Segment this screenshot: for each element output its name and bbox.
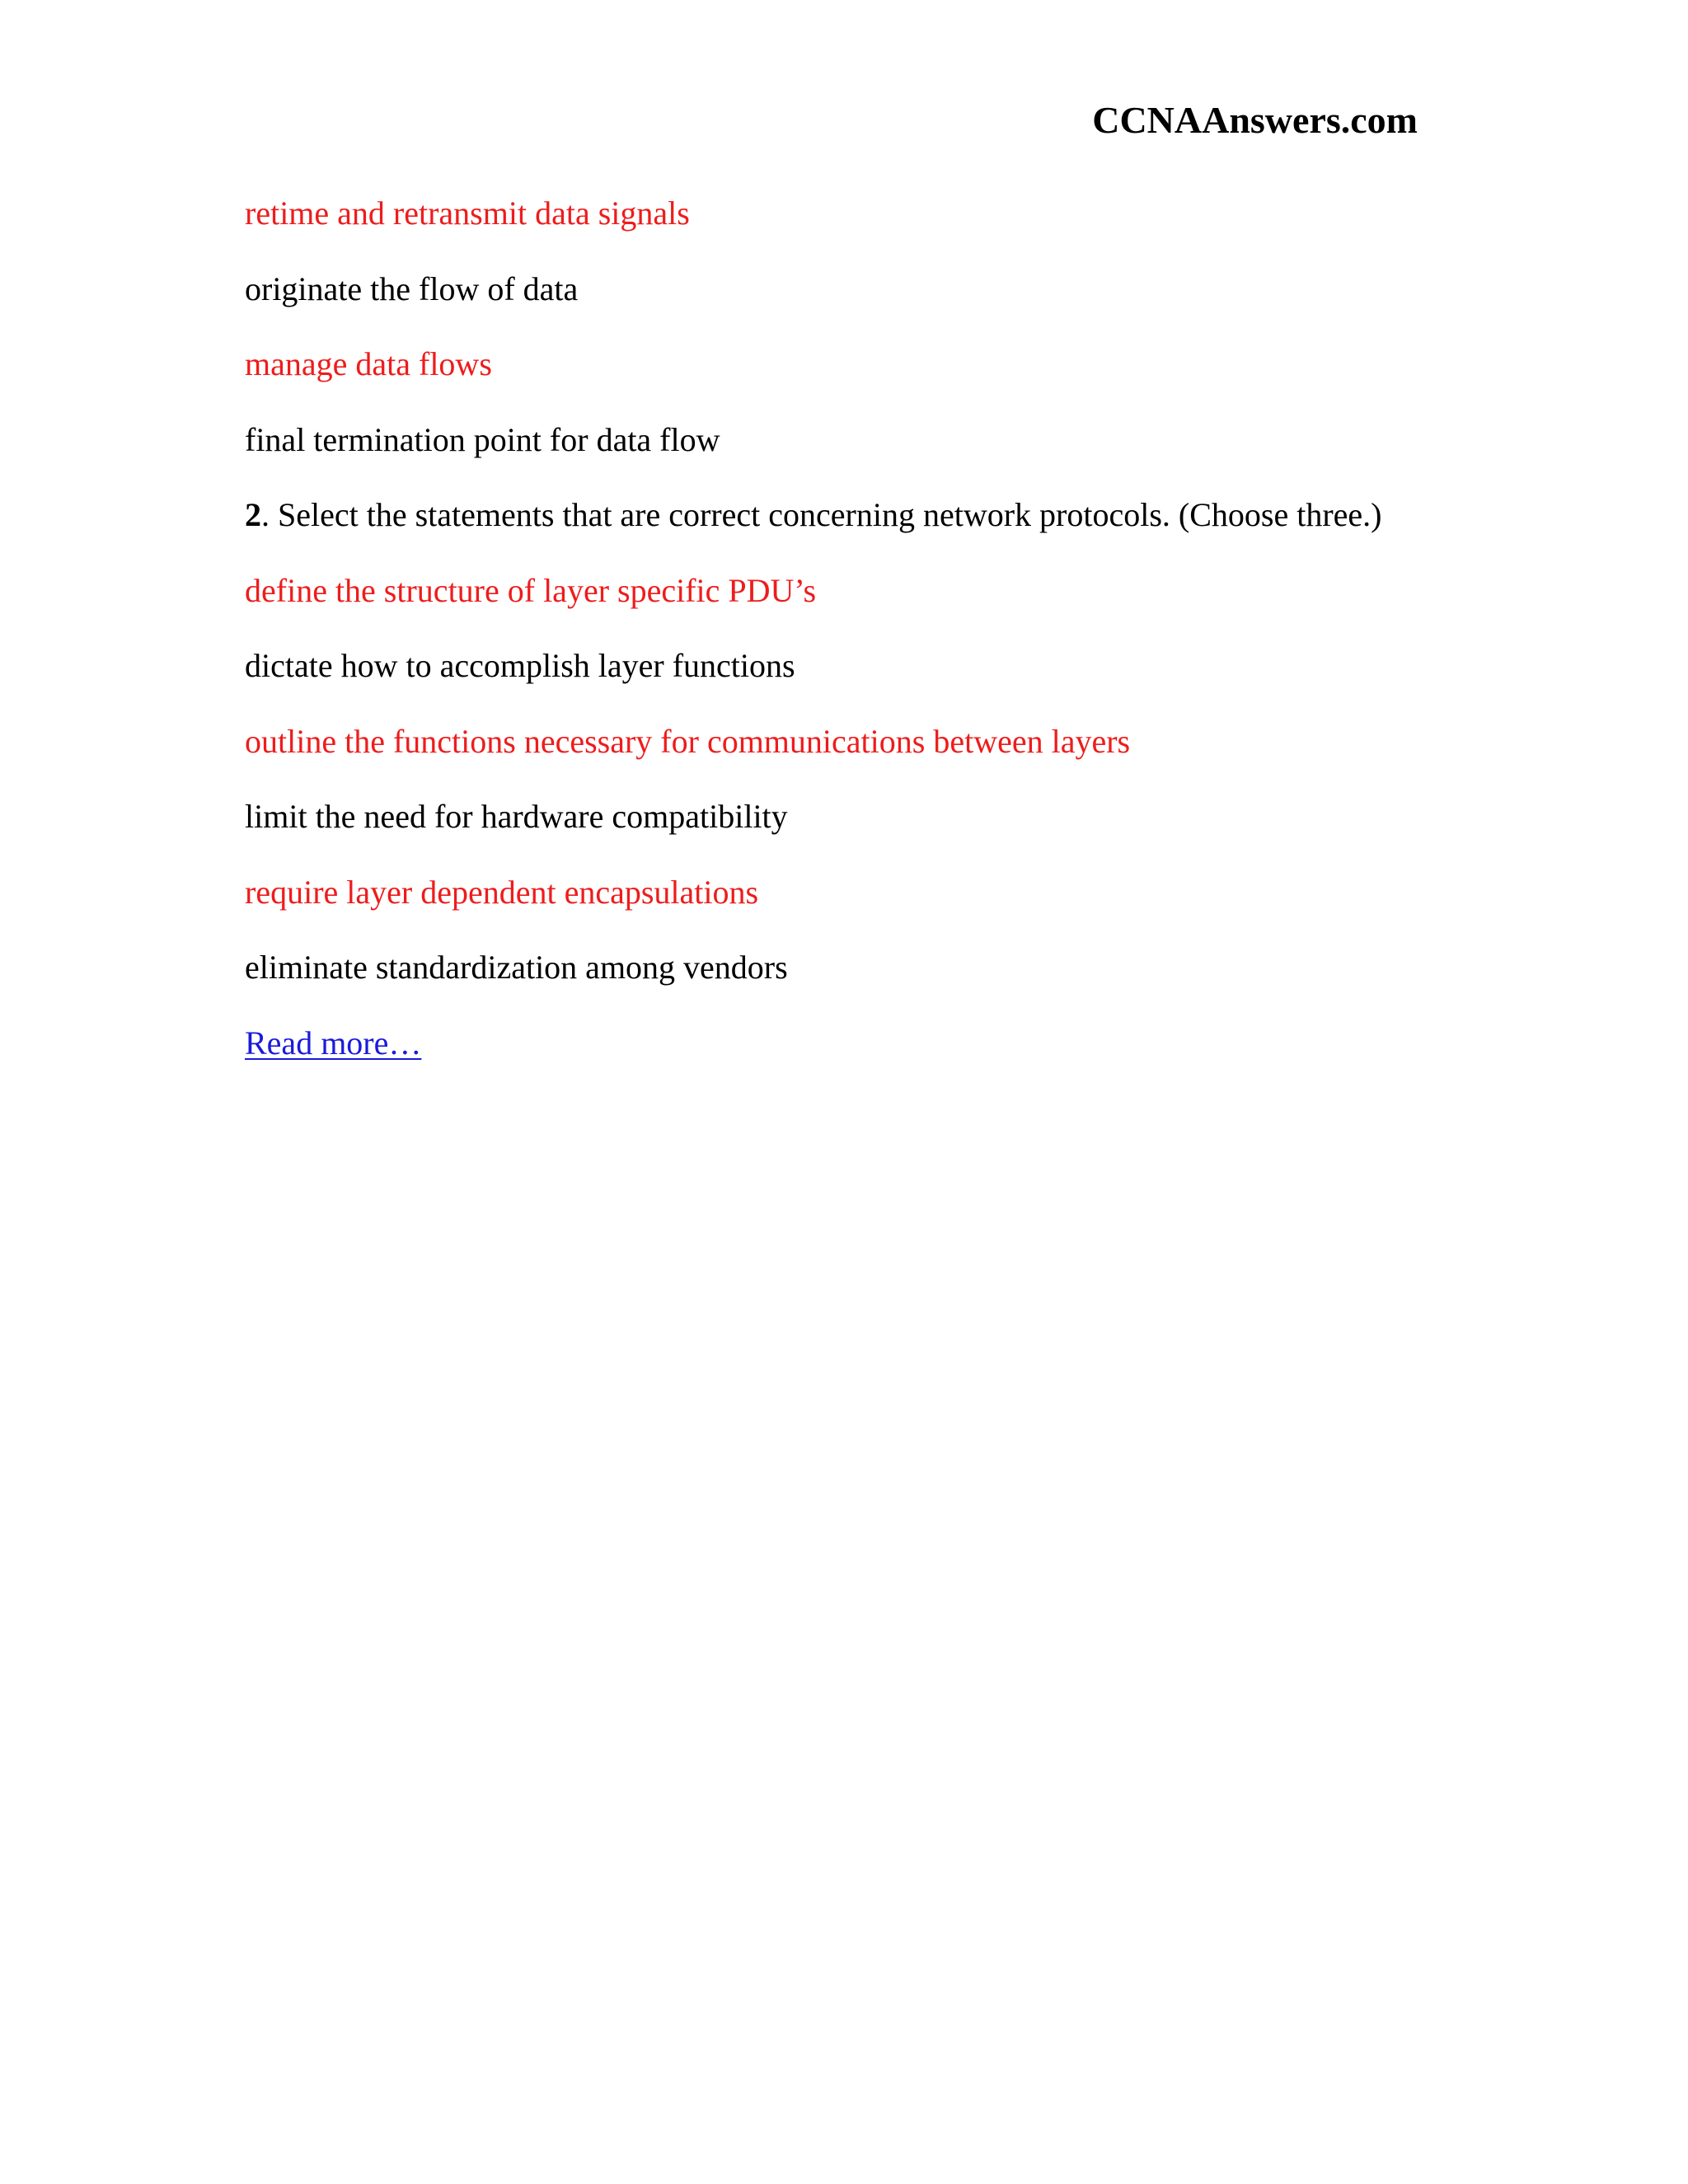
q2-option-4: limit the need for hardware compatibility — [245, 798, 788, 835]
question-text: . Select the statements that are correct concerning network protocols. (Choose three.) — [261, 496, 1382, 533]
read-more-row — [245, 1023, 1481, 1064]
q1-option-4: final termination point for data flow — [245, 420, 720, 458]
question-2 — [245, 494, 1481, 536]
q2-option-5: require layer dependent encapsulations — [245, 873, 759, 911]
q2-option-1: define the structure of layer specific PDU’s — [245, 571, 817, 609]
q1-option-1: retime and retransmit data signals — [245, 194, 690, 232]
q2-option-2: dictate how to accomplish layer functions — [245, 647, 795, 684]
document-body — [245, 193, 1481, 1098]
site-name-header: CCNAAnswers.com — [1092, 99, 1418, 141]
question-number: 2 — [245, 496, 261, 533]
q1-option-2: originate the flow of data — [245, 269, 579, 307]
q2-option-6: eliminate standardization among vendors — [245, 949, 788, 986]
q1-option-3: manage data flows — [245, 345, 492, 382]
read-more-link[interactable]: Read more… — [245, 1024, 422, 1062]
q2-option-3: outline the functions necessary for communications between layers — [245, 722, 1131, 760]
